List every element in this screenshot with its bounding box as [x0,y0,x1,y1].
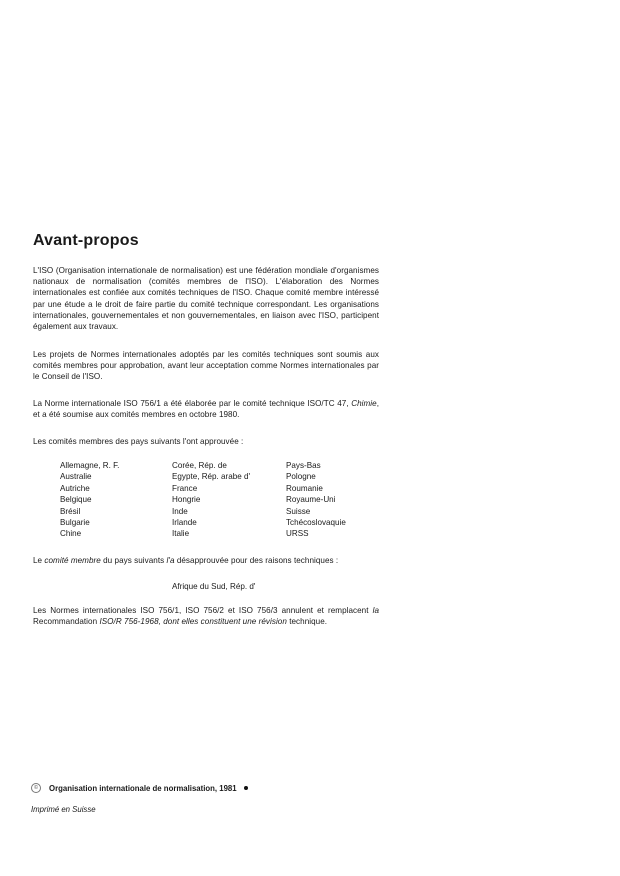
approval-paragraph: Les projets de Normes internationales adoptés par les comités techniques sont soumis aux comités membres pour approbation, avant leur acceptation comme Normes internationales par le Conseil de l'ISO. [33,350,379,382]
country-item: Irlande [172,518,197,528]
country-item: Roumanie [286,483,323,493]
copyright-line [31,783,248,793]
country-item: Tchécoslovaquie [286,518,346,528]
disapproval-italic-1: comité membre [44,556,101,565]
countries-column-1 [60,460,119,540]
country-item: Inde [172,506,188,516]
countries-column-2 [172,460,250,540]
printed-in: Imprimé en Suisse [31,805,96,814]
country-item: Belgique [60,495,92,505]
countries-column-3 [286,460,346,540]
country-item: Pays-Bas [286,461,321,470]
country-item: Allemagne, R. F. [60,461,120,470]
disapproving-country: Afrique du Sud, Rép. d' [172,582,256,591]
country-item: Bulgarie [60,518,90,528]
country-item: Egypte, Rép. arabe d' [172,472,251,482]
country-item: Chine [60,529,82,539]
cancellation-text-2: Recommandation [33,617,100,627]
country-item: Corée, Rép. de [172,461,227,470]
disapproval-text-1: Le [33,556,45,565]
committee-name: Chimie [351,399,377,408]
approving-members-intro: Les comités membres des pays suivants l'ont approuvée : [33,437,244,446]
country-item: Royaume-Uni [286,495,336,505]
copyright-icon: © [31,783,41,793]
cancellation-italic-1: la [372,606,379,615]
copyright-org: Organisation internationale de normalisation, 1981 [49,783,237,793]
bullet-icon [244,786,248,790]
country-item: Brésil [60,506,81,516]
disapproval-paragraph [33,555,379,566]
cancellation-paragraph [33,605,379,627]
cancellation-text-3: technique. [286,617,328,627]
country-item: Suisse [286,506,311,516]
standard-text-before: La Norme internationale ISO 756/1 a été élaborée par le comité technique ISO/TC 47, [33,399,352,408]
standard-text-after: , et a été soumise aux comités membres en octobre 1980. [33,399,379,420]
country-item: URSS [286,529,309,539]
disapproval-text-2: du pays suivants [100,556,167,565]
cancellation-text-1: Les Normes internationales ISO 756/1, ISO 756/2 et ISO 756/3 annulent et remplacent [33,606,373,615]
country-item: Hongrie [172,495,201,505]
country-item: France [172,483,198,493]
cancellation-italic-2: ISO/R 756-1968, dont elles constituent une révision [99,617,287,627]
disapproval-text-3: désapprouvée pour des raisons techniques : [174,556,339,565]
disapproval-italic-2: l'a [166,556,175,565]
country-item: Autriche [60,483,90,493]
standard-paragraph [33,398,379,420]
country-item: Australie [60,472,92,482]
country-item: Pologne [286,472,316,482]
country-item: Italie [172,529,190,539]
page-title: Avant-propos [33,232,139,249]
intro-paragraph: L'ISO (Organisation internationale de normalisation) est une fédération mondiale d'organismes nationaux de normalisation (comités membres de l'ISO). L'élaboration des Normes internationales est confiée aux comités techniques de l'ISO. Chaque comité membre intéressé par une étude a le droit de faire partie du comité technique correspondant. Les organisations internationales, gouvernementales et non gouvernementales, en liaison avec l'ISO, participent également aux travaux. [33,266,379,332]
